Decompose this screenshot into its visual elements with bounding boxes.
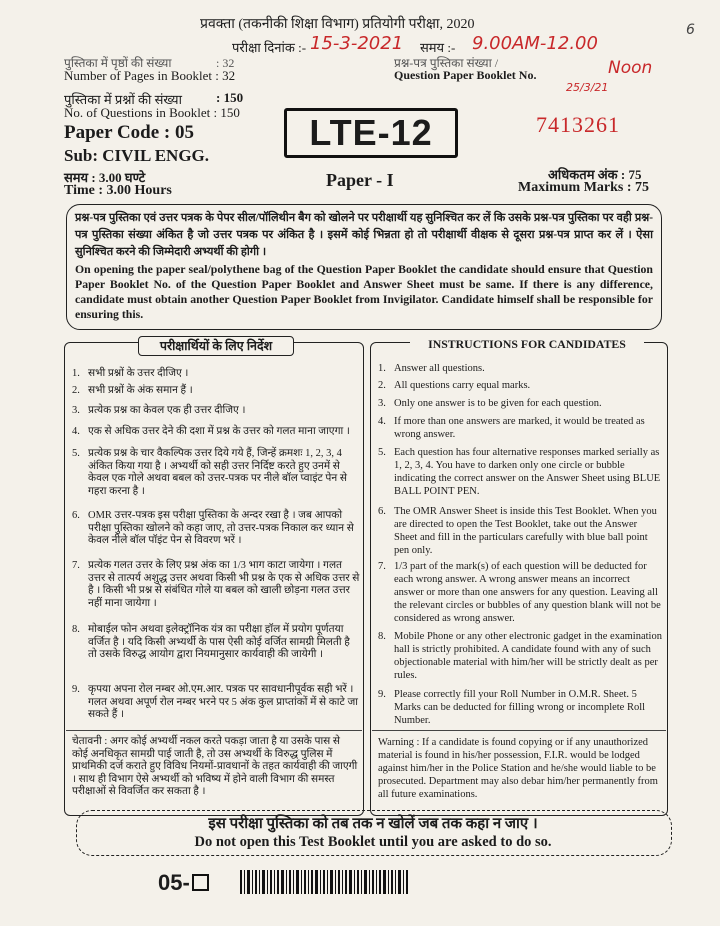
hindi-instructions-title: परीक्षार्थियों के लिए निर्देश	[138, 336, 294, 356]
en-item-9: 9. Please correctly fill your Roll Number in O.M.R. Sheet. 5 Marks can be deducted for filling wrong or incomplete Roll Number.	[378, 689, 646, 726]
hi-item-7: 7. प्रत्येक गलत उत्तर के लिए प्रश्न अंक का 1/3 भाग काटा जायेगा । गलत उत्तर से तात्पर्य अशुद्ध उत्तर अथवा किसी भी प्रश्न के एक से अधिक उत्तर से है । किसी भी प्रश्न से संबंधित गोले या बबल को खाली छोड़ना गलत उत्तर नहीं माना जायेगा ।	[72, 560, 360, 609]
hi-warning: चेतावनी : अगर कोई अभ्यर्थी नकल करते पकड़ा जाता है या उसके पास से कोई अनधिकृत सामग्री पाई जाती है, तो उस अभ्यर्थी के विरुद्ध पुलिस में प्राथमिकी दर्ज कराते हुए विविध नियमों-प्रावधानों के तहत कार्यवाही की जाएगी । साथ ही विभाग ऐसे अभ्यर्थी को भविष्य में होने वाली विभाग की समस्त परीक्षाओं से विवर्जित कर सकता है ।	[72, 736, 358, 797]
handwritten-noon: Noon	[608, 58, 653, 78]
do-not-open-en: Do not open this Test Booklet until you are asked to do so.	[194, 834, 552, 850]
notice-hindi: प्रश्न-पत्र पुस्तिका एवं उत्तर पत्रक के पेपर सील/पॉलिथीन बैग को खोलने पर परीक्षार्थी यह सुनिश्चित कर लें कि उसके प्रश्न-पत्र पुस्तिका पर वही प्रश्न-पत्र पुस्तिका संख्या अंकित है जो उत्तर पत्रक पर अंकित है । इसमें कोई भिन्नता हो तो परीक्षार्थी वीक्षक से दूसरा प्रश्न-पत्र प्राप्त कर लें । ऐसा सुनिश्चित करने की जिम्मेदारी अभ्यर्थी की होगी ।	[75, 212, 653, 258]
paper-code: Paper Code : 05	[64, 122, 194, 143]
en-divider	[372, 730, 666, 731]
max-marks-en: Maximum Marks : 75	[518, 180, 650, 195]
en-item-3: 3. Only one answer is to be given for each question.	[378, 398, 602, 409]
hi-item-9: 9. कृपया अपना रोल नम्बर ओ.एम.आर. पत्रक पर सावधानीपूर्वक सही भरें । गलत अथवा अपूर्ण रोल नम्बर भरने पर 5 अंक कुल प्राप्तांकों में से काटे जा सकते हैं ।	[72, 684, 358, 720]
en-item-5: 5. Each question has four alternative responses marked serially as 1, 2, 3, 4. You have to darken only one circle or bubble indicating the correct answer on the Answer Sheet using BLUE BALL POINT PEN.	[378, 447, 661, 497]
notice-english: On opening the paper seal/polythene bag of the Question Paper Booklet the candidate should ensure that Question Paper Booklet No. of the Question Paper Booklet and Answer Sheet must be same. If there is any difference, candidate must obtain another Question Paper Booklet from Invigilator. Candidate himself shall be responsible for ensuring this.	[75, 262, 653, 321]
hi-item-2: 2. सभी प्रश्नों के अंक समान हैं ।	[72, 385, 193, 396]
hi-item-5: 5. प्रत्येक प्रश्न के चार वैकल्पिक उत्तर दिये गये हैं, जिन्हें क्रमशः 1, 2, 3, 4 अंकित किया गया है । अभ्यर्थी को सही उत्तर निर्दिष्ट करते हुए उनमें से केवल एक गोले अथवा बबल को उत्तर-पत्रक पर नीले बॉल प्वाइंट पेन से गहरा करना है ।	[72, 448, 347, 497]
en-item-2: 2. All questions carry equal marks.	[378, 380, 531, 391]
subject: Sub: CIVIL ENGG.	[64, 146, 210, 165]
pages-value-hi: : 32	[216, 56, 235, 70]
paper-number: Paper - I	[326, 170, 394, 190]
questions-label-hi: पुस्तिका में प्रश्नों की संख्या	[64, 92, 182, 107]
booklet-number: 7413261	[536, 112, 620, 137]
hi-item-6: 6. OMR उत्तर-पत्रक इस परीक्षा पुस्तिका के अन्दर रखा है । जब आपको परीक्षा पुस्तिका खोलने को कहा जाए, तो उत्तर-पत्रक निकाल कर ध्यान से केवल नीले बॉल पॉइंट पेन से विवरण भरें ।	[72, 510, 354, 546]
time-hi: समय : 3.00 घण्टे	[64, 170, 146, 185]
booklet-code-box	[284, 108, 458, 158]
en-warning: Warning : If a candidate is found copying or if any unauthorized material is found in his/her possession, F.I.R. would be lodged against him/her in the Police Station and he/she would liable to be prosecuted. Department may also debar him/her permanently from all future examinations.	[378, 737, 658, 800]
questions-label-en: No. of Questions in Booklet : 150	[64, 105, 240, 120]
booklet-no-label-en: Question Paper Booklet No.	[394, 68, 537, 82]
en-item-4: 4. If more than one answers are marked, it would be treated as wrong answer.	[378, 416, 645, 440]
hi-divider	[66, 730, 362, 731]
series-box-icon	[192, 874, 209, 891]
pages-label-hi: पुस्तिका में पृष्ठों की संख्या	[64, 56, 172, 70]
questions-value-hi: : 150	[216, 90, 244, 105]
series-code: 05-	[158, 870, 209, 896]
barcode	[240, 870, 408, 894]
hi-item-8: 8. मोबाईल फोन अथवा इलेक्ट्रॉनिक यंत्र का परीक्षा हॉल में प्रयोग पूर्णतया वर्जित है । यदि किसी अभ्यर्थी के पास ऐसी कोई वर्जित सामग्री मिलती है तो उसके विरुद्ध आयोग द्वारा नियमानुसार कार्यवाही की जायेगी ।	[72, 624, 350, 660]
en-item-7: 7. 1/3 part of the mark(s) of each question will be deducted for each wrong answer. A wrong answer means an incorrect answer or more than one answers for any question. Leaving all the relevant circles or bubbles of any question blank will not be considered as wrong answer.	[378, 561, 661, 624]
hi-item-3: 3. प्रत्येक प्रश्न का केवल एक ही उत्तर दीजिए ।	[72, 405, 246, 416]
booklet-code: LTE-12	[309, 112, 433, 153]
english-instructions-title: INSTRUCTIONS FOR CANDIDATES	[410, 337, 644, 352]
pages-label-en: Number of Pages in Booklet : 32	[64, 68, 236, 83]
exam-title: प्रवक्ता (तकनीकी शिक्षा विभाग) प्रतियोगी परीक्षा, 2020	[200, 17, 475, 32]
handwritten-date: 15-3-2021	[310, 33, 404, 54]
en-item-1: 1. Answer all questions.	[378, 363, 485, 374]
handwritten-initials: 25/3/21	[566, 81, 609, 94]
handwritten-time: 9.00AM-12.00	[472, 33, 598, 54]
en-item-8: 8. Mobile Phone or any other electronic gadget in the examination hall is strictly prohibited. A candidate found with any of such objectionable material with him/her will be strictly dealt as per rules.	[378, 631, 662, 681]
page-mark: 6	[686, 22, 695, 38]
hi-item-1: 1. सभी प्रश्नों के उत्तर दीजिए ।	[72, 368, 189, 379]
time-label: समय :-	[420, 40, 456, 55]
en-item-6: 6. The OMR Answer Sheet is inside this Test Booklet. When you are directed to open the Test Booklet, take out the Answer Sheet and fill in the particulars carefully with blue ball point pen only.	[378, 506, 657, 556]
booklet-no-label-hi: प्रश्न-पत्र पुस्तिका संख्या /	[394, 56, 499, 70]
hi-item-4: 4. एक से अधिक उत्तर देने की दशा में प्रश्न के उत्तर को गलत माना जाएगा ।	[72, 426, 350, 437]
date-label: परीक्षा दिनांक :-	[232, 40, 307, 55]
time-en: Time : 3.00 Hours	[64, 183, 172, 198]
notice-box	[66, 204, 662, 330]
max-marks-hi: अधिकतम अंक : 75	[548, 167, 642, 182]
do-not-open-hi: इस परीक्षा पुस्तिका को तब तक न खोलें जब तक कहा न जाए ।	[208, 816, 538, 832]
